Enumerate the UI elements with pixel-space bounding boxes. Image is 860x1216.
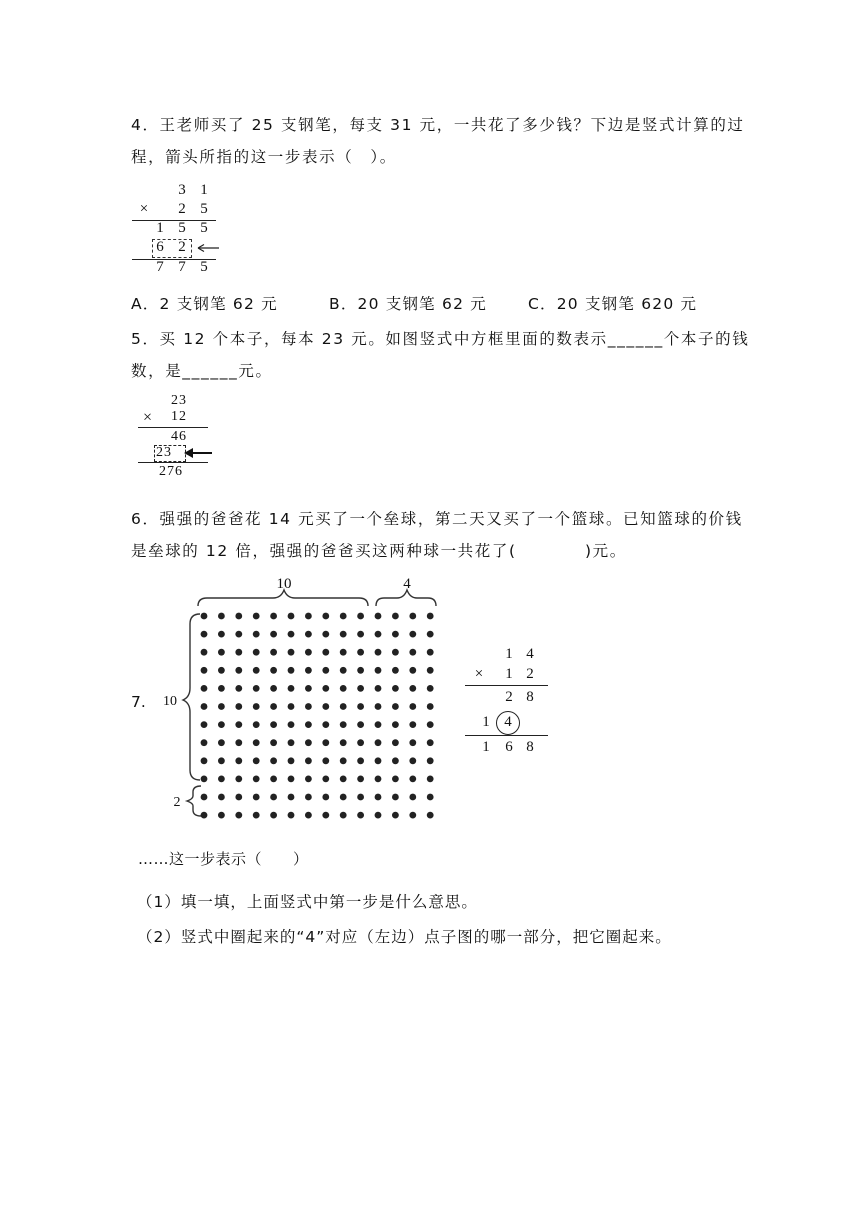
- dot: [288, 739, 295, 746]
- dot: [253, 649, 260, 656]
- dot: [375, 757, 382, 764]
- q4-multiply-sign: ×: [139, 201, 149, 217]
- q7-dot-grid: [201, 613, 434, 819]
- dot: [340, 703, 347, 710]
- dot: [253, 794, 260, 801]
- q4-digit: 3: [178, 182, 186, 198]
- q7-digit: 8: [526, 739, 534, 755]
- dot: [218, 757, 225, 764]
- q7-digit: 1: [482, 739, 490, 755]
- dot: [409, 757, 416, 764]
- dot: [340, 631, 347, 638]
- dot: [322, 812, 329, 819]
- dot: [322, 613, 329, 620]
- dot: [288, 794, 295, 801]
- q7-sub-question-2: （2）竖式中圈起来的“4”对应（左边）点子图的哪一部分，把它圈起来。: [137, 928, 672, 946]
- dot: [427, 757, 434, 764]
- q7-brace-label-top-left: 10: [276, 576, 292, 592]
- dot: [375, 703, 382, 710]
- dot: [218, 739, 225, 746]
- dot: [201, 631, 208, 638]
- dot: [427, 812, 434, 819]
- dot: [201, 812, 208, 819]
- dot: [392, 649, 399, 656]
- dot: [235, 757, 242, 764]
- dot: [375, 721, 382, 728]
- q4-digit: 5: [200, 259, 208, 275]
- brace-top-left-icon: [198, 590, 368, 606]
- dot: [375, 812, 382, 819]
- dot: [392, 739, 399, 746]
- dot: [357, 739, 364, 746]
- dot: [322, 649, 329, 656]
- dot: [235, 739, 242, 746]
- dot: [322, 631, 329, 638]
- dot: [322, 739, 329, 746]
- q4-option-a[interactable]: A．2 支钢笔 62 元: [131, 295, 278, 313]
- dot: [305, 721, 312, 728]
- dot: [375, 649, 382, 656]
- q5-vertical-calc: [135, 393, 215, 483]
- dot: [392, 703, 399, 710]
- q7-digit: 4: [526, 646, 534, 662]
- dot: [305, 613, 312, 620]
- dot: [218, 812, 225, 819]
- dot: [305, 631, 312, 638]
- brace-left-small-icon: [187, 786, 201, 816]
- dot: [235, 631, 242, 638]
- dot: [305, 667, 312, 674]
- dot: [357, 667, 364, 674]
- dot: [322, 685, 329, 692]
- dot: [253, 776, 260, 783]
- q7-rule-2: [465, 735, 548, 736]
- dot: [218, 794, 225, 801]
- dot: [427, 685, 434, 692]
- dot: [340, 613, 347, 620]
- dot: [253, 667, 260, 674]
- dot: [201, 613, 208, 620]
- dot: [322, 667, 329, 674]
- q5-multiplicand: 23: [171, 393, 187, 408]
- dot: [340, 649, 347, 656]
- dot: [218, 703, 225, 710]
- dot: [305, 649, 312, 656]
- q5-partial-2: 23: [156, 445, 172, 460]
- dot: [409, 739, 416, 746]
- dot: [322, 776, 329, 783]
- dot: [305, 794, 312, 801]
- dot: [253, 613, 260, 620]
- dot: [409, 703, 416, 710]
- dot: [288, 721, 295, 728]
- q7-digit: 1: [505, 646, 513, 662]
- dot: [357, 812, 364, 819]
- dot: [201, 721, 208, 728]
- q7-digit: 2: [526, 666, 534, 682]
- dot: [340, 667, 347, 674]
- dot: [253, 757, 260, 764]
- dot: [305, 739, 312, 746]
- dot: [427, 649, 434, 656]
- dot: [340, 794, 347, 801]
- dot: [305, 703, 312, 710]
- dot: [322, 794, 329, 801]
- dot: [409, 794, 416, 801]
- dot: [392, 794, 399, 801]
- q4-text-line1: 4．王老师买了 25 支钢笔，每支 31 元，一共花了多少钱？下边是竖式计算的过: [131, 116, 745, 134]
- dot: [270, 776, 277, 783]
- dot: [375, 685, 382, 692]
- dot: [357, 649, 364, 656]
- q4-vertical-calc: [130, 180, 220, 280]
- q4-text-line2: 程，箭头所指的这一步表示（ ）。: [131, 148, 397, 166]
- dot: [322, 703, 329, 710]
- q7-brace-label-left-big: 10: [163, 694, 177, 709]
- dot: [409, 667, 416, 674]
- dot: [270, 667, 277, 674]
- dot: [270, 703, 277, 710]
- dot: [201, 794, 208, 801]
- q5-partial-1: 46: [171, 429, 187, 444]
- q5-multiply-sign: ×: [143, 409, 153, 426]
- dot: [253, 739, 260, 746]
- q7-sub-question-1: （1）填一填，上面竖式中第一步是什么意思。: [137, 893, 478, 911]
- dot: [375, 631, 382, 638]
- dot: [218, 776, 225, 783]
- dot: [305, 685, 312, 692]
- q4-digit: 7: [178, 259, 186, 275]
- dot: [235, 649, 242, 656]
- dot: [235, 812, 242, 819]
- q4-option-c[interactable]: C．20 支钢笔 620 元: [528, 295, 698, 313]
- dot: [270, 794, 277, 801]
- dot: [392, 757, 399, 764]
- dot: [375, 613, 382, 620]
- q7-digit: 8: [526, 689, 534, 705]
- dot: [270, 812, 277, 819]
- dot: [201, 757, 208, 764]
- dot: [375, 739, 382, 746]
- q5-result: 276: [159, 464, 183, 479]
- dot: [253, 721, 260, 728]
- dot: [375, 776, 382, 783]
- dot: [427, 703, 434, 710]
- dot: [357, 685, 364, 692]
- q4-digit: 2: [178, 201, 186, 217]
- dot: [357, 613, 364, 620]
- brace-left-big-icon: [183, 614, 200, 780]
- dot: [288, 631, 295, 638]
- q4-option-b[interactable]: B．20 支钢笔 62 元: [329, 295, 487, 313]
- dot: [218, 667, 225, 674]
- dot: [322, 721, 329, 728]
- dot: [270, 613, 277, 620]
- q5-multiplier: 12: [171, 409, 187, 424]
- q6-text-line2: 是垒球的 12 倍，强强的爸爸买这两种球一共花了( )元。: [131, 542, 627, 560]
- dot: [218, 685, 225, 692]
- dot: [235, 794, 242, 801]
- dot: [427, 631, 434, 638]
- dot: [253, 685, 260, 692]
- dot: [392, 812, 399, 819]
- dot: [409, 776, 416, 783]
- dot: [357, 776, 364, 783]
- dot: [357, 721, 364, 728]
- brace-top-right-icon: [376, 590, 436, 606]
- dot: [427, 613, 434, 620]
- dot: [288, 776, 295, 783]
- dot: [270, 685, 277, 692]
- dot: [357, 757, 364, 764]
- dot: [340, 812, 347, 819]
- dot: [322, 757, 329, 764]
- dot: [305, 812, 312, 819]
- dot: [427, 739, 434, 746]
- dot: [253, 812, 260, 819]
- dot: [392, 721, 399, 728]
- dot: [235, 667, 242, 674]
- q7-number: 7.: [131, 693, 146, 711]
- dot: [375, 794, 382, 801]
- q5-text-line2: 数，是______元。: [131, 362, 273, 380]
- q7-brace-label-left-small: 2: [173, 795, 181, 810]
- q4-digit: 1: [200, 182, 208, 198]
- dot: [392, 776, 399, 783]
- dot: [409, 649, 416, 656]
- dot: [218, 721, 225, 728]
- dot: [409, 721, 416, 728]
- q5-rule-2: [138, 462, 208, 463]
- dot: [340, 721, 347, 728]
- dot: [201, 685, 208, 692]
- dot: [270, 739, 277, 746]
- dot: [218, 649, 225, 656]
- dot: [253, 703, 260, 710]
- q7-circled-digit: 4: [504, 714, 512, 730]
- q7-digit: 1: [505, 666, 513, 682]
- q5-text-line1: 5．买 12 个本子，每本 23 元。如图竖式中方框里面的数表示______个本子的钱: [131, 330, 750, 348]
- dot: [218, 613, 225, 620]
- dot: [340, 776, 347, 783]
- dot: [288, 812, 295, 819]
- q4-digit: 7: [156, 259, 164, 275]
- dot: [357, 703, 364, 710]
- q7-multiply-sign: ×: [474, 666, 484, 682]
- dot: [392, 685, 399, 692]
- dot: [201, 739, 208, 746]
- dot: [288, 703, 295, 710]
- q5-arrow-icon: [183, 445, 213, 461]
- dot: [288, 667, 295, 674]
- dot: [201, 703, 208, 710]
- q7-vertical-calc: [462, 640, 562, 760]
- dot: [305, 757, 312, 764]
- dot: [427, 776, 434, 783]
- dot: [427, 721, 434, 728]
- dot: [392, 667, 399, 674]
- q4-digit: 5: [200, 201, 208, 217]
- dot: [409, 631, 416, 638]
- q7-rule-1: [465, 685, 548, 686]
- dot: [288, 685, 295, 692]
- dot: [409, 812, 416, 819]
- dot: [288, 613, 295, 620]
- q6-text-line1: 6．强强的爸爸花 14 元买了一个垒球，第二天又买了一个篮球。已知篮球的价钱: [131, 510, 743, 528]
- q5-rule-1: [138, 427, 208, 428]
- dot: [218, 631, 225, 638]
- dot: [357, 794, 364, 801]
- dot: [375, 667, 382, 674]
- dot: [201, 667, 208, 674]
- dot: [305, 776, 312, 783]
- q4-digit: 5: [200, 220, 208, 236]
- dot: [253, 631, 260, 638]
- dot: [235, 685, 242, 692]
- q4-digit: 6: [156, 239, 164, 255]
- q7-digit: 6: [505, 739, 513, 755]
- dot: [427, 794, 434, 801]
- dot: [235, 721, 242, 728]
- q7-step-text: ……这一步表示（ ）: [138, 850, 309, 868]
- dot: [235, 703, 242, 710]
- dot: [288, 757, 295, 764]
- q4-arrow-icon: [194, 240, 220, 256]
- dot: [409, 685, 416, 692]
- dot: [201, 649, 208, 656]
- dot: [270, 721, 277, 728]
- q7-digit: 2: [505, 689, 513, 705]
- dot: [235, 613, 242, 620]
- dot: [270, 631, 277, 638]
- q4-digit: 5: [178, 220, 186, 236]
- dot: [409, 613, 416, 620]
- dot: [427, 667, 434, 674]
- dot: [392, 631, 399, 638]
- dot: [340, 685, 347, 692]
- dot: [357, 631, 364, 638]
- q4-digit: 1: [156, 220, 164, 236]
- q7-brace-label-top-right: 4: [403, 576, 411, 592]
- dot: [340, 757, 347, 764]
- dot: [201, 776, 208, 783]
- q7-digit: 1: [482, 714, 490, 730]
- dot: [340, 739, 347, 746]
- dot: [392, 613, 399, 620]
- dot: [235, 776, 242, 783]
- dot: [270, 649, 277, 656]
- q4-digit: 2: [178, 239, 186, 255]
- dot: [270, 757, 277, 764]
- q7-dot-figure: [155, 570, 455, 830]
- dot: [288, 649, 295, 656]
